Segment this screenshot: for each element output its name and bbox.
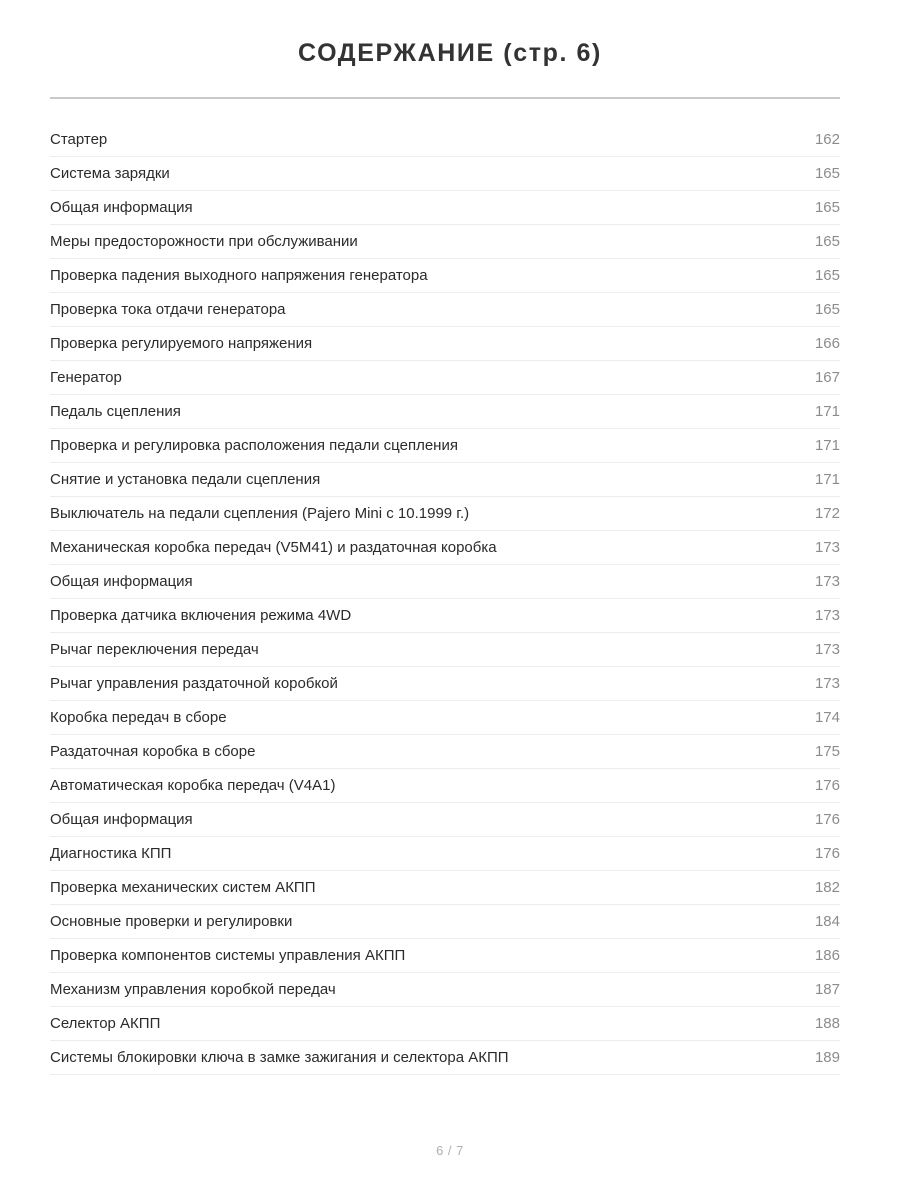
toc-row[interactable] [50, 973, 840, 1007]
toc-entry-title: Автоматическая коробка передач (V4A1) [50, 777, 336, 795]
toc-entry-title: Общая информация [50, 199, 193, 217]
toc-row[interactable] [50, 633, 840, 667]
toc-entry-page-number: 176 [814, 811, 840, 829]
toc-entry-page-number: 173 [814, 573, 840, 591]
toc-entry-page-number: 167 [814, 369, 840, 387]
toc-row[interactable] [50, 735, 840, 769]
toc-entry-page-number: 187 [814, 981, 840, 999]
toc-entry-page-number: 166 [814, 335, 840, 353]
toc-entry-page-number: 171 [814, 403, 840, 421]
toc-row[interactable] [50, 497, 840, 531]
toc-entry-page-number: 171 [814, 471, 840, 489]
toc-entry-page-number: 173 [814, 539, 840, 557]
toc-entry-page-number: 171 [814, 437, 840, 455]
pagination-label: 6 / 7 [436, 1143, 464, 1158]
toc-entry-title: Педаль сцепления [50, 403, 181, 421]
toc-row[interactable] [50, 701, 840, 735]
toc-entry-page-number: 186 [814, 947, 840, 965]
toc-entry-title: Селектор АКПП [50, 1015, 161, 1033]
toc-row[interactable] [50, 667, 840, 701]
toc-entry-page-number: 176 [814, 777, 840, 795]
toc-entry-title: Раздаточная коробка в сборе [50, 743, 256, 761]
toc-row[interactable] [50, 1007, 840, 1041]
toc-entry-page-number: 165 [814, 199, 840, 217]
toc-entry-title: Рычаг управления раздаточной коробкой [50, 675, 338, 693]
toc-entry-title: Системы блокировки ключа в замке зажигания и селектора АКПП [50, 1049, 509, 1067]
toc-entry-title: Генератор [50, 369, 122, 387]
toc-entry-title: Основные проверки и регулировки [50, 913, 293, 931]
toc-entry-page-number: 165 [814, 165, 840, 183]
toc-row[interactable] [50, 157, 840, 191]
toc-row[interactable] [50, 123, 840, 157]
toc-entry-page-number: 165 [814, 267, 840, 285]
toc-entry-title: Стартер [50, 131, 108, 149]
toc-row[interactable] [50, 871, 840, 905]
toc-entry-page-number: 174 [814, 709, 840, 727]
toc-row[interactable] [50, 531, 840, 565]
toc-row[interactable] [50, 599, 840, 633]
toc-row[interactable] [50, 463, 840, 497]
toc-entry-title: Проверка датчика включения режима 4WD [50, 607, 352, 625]
toc-row[interactable] [50, 259, 840, 293]
toc-row[interactable] [50, 837, 840, 871]
toc-entry-title: Коробка передач в сборе [50, 709, 227, 727]
toc-entry-page-number: 172 [814, 505, 840, 523]
toc-row[interactable] [50, 361, 840, 395]
toc-entry-title: Проверка падения выходного напряжения генератора [50, 267, 428, 285]
toc-entry-title: Проверка регулируемого напряжения [50, 335, 313, 353]
toc-row[interactable] [50, 1041, 840, 1075]
toc-row[interactable] [50, 905, 840, 939]
toc-entry-title: Проверка механических систем АКПП [50, 879, 316, 897]
toc-entry-page-number: 189 [814, 1049, 840, 1067]
toc-entry-title: Общая информация [50, 573, 193, 591]
toc-row[interactable] [50, 225, 840, 259]
toc-row[interactable] [50, 565, 840, 599]
toc-row[interactable] [50, 293, 840, 327]
toc-entry-page-number: 173 [814, 607, 840, 625]
toc-entry-page-number: 165 [814, 233, 840, 251]
toc-row[interactable] [50, 191, 840, 225]
toc-entry-title: Диагностика КПП [50, 845, 172, 863]
toc-entry-page-number: 162 [814, 131, 840, 149]
toc-entry-title: Система зарядки [50, 165, 170, 183]
toc-entry-title: Снятие и установка педали сцепления [50, 471, 321, 489]
toc-row[interactable] [50, 769, 840, 803]
toc-entry-title: Механизм управления коробкой передач [50, 981, 336, 999]
toc-entry-title: Рычаг переключения передач [50, 641, 259, 659]
toc-entry-title: Проверка и регулировка расположения педали сцепления [50, 437, 458, 455]
toc-entry-page-number: 173 [814, 641, 840, 659]
toc-row[interactable] [50, 327, 840, 361]
toc-entry-page-number: 173 [814, 675, 840, 693]
toc-entry-page-number: 175 [814, 743, 840, 761]
toc-row[interactable] [50, 429, 840, 463]
toc-entry-page-number: 184 [814, 913, 840, 931]
table-of-contents [0, 99, 900, 1075]
toc-entry-title: Механическая коробка передач (V5M41) и раздаточная коробка [50, 539, 497, 557]
toc-entry-page-number: 182 [814, 879, 840, 897]
toc-entry-title: Проверка тока отдачи генератора [50, 301, 286, 319]
toc-entry-page-number: 165 [814, 301, 840, 319]
page-footer [0, 1142, 900, 1160]
toc-entry-page-number: 176 [814, 845, 840, 863]
toc-entry-page-number: 188 [814, 1015, 840, 1033]
toc-entry-title: Проверка компонентов системы управления АКПП [50, 947, 406, 965]
toc-row[interactable] [50, 939, 840, 973]
toc-entry-title: Меры предосторожности при обслуживании [50, 233, 358, 251]
toc-entry-title: Выключатель на педали сцепления (Pajero Mini с 10.1999 г.) [50, 505, 470, 523]
toc-entry-title: Общая информация [50, 811, 193, 829]
title-block [0, 0, 900, 69]
page-title: СОДЕРЖАНИЕ (стр. 6) [298, 39, 602, 67]
toc-row[interactable] [50, 395, 840, 429]
toc-row[interactable] [50, 803, 840, 837]
